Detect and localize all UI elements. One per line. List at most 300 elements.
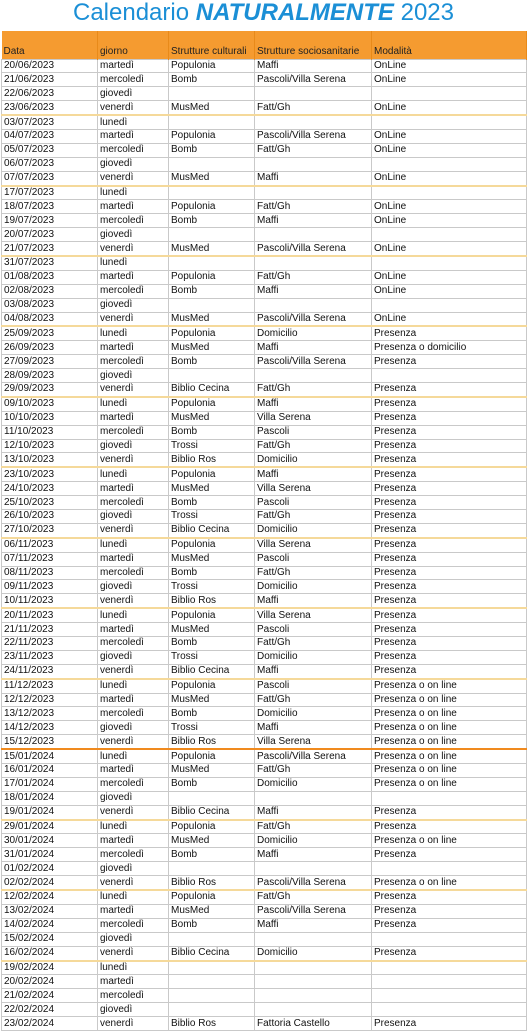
cell-culturale: Bomb <box>169 214 255 228</box>
table-row <box>2 862 527 876</box>
cell-day: venerdì <box>98 453 169 467</box>
table-row <box>2 848 527 862</box>
cell-modalita: Presenza <box>372 890 527 904</box>
cell-culturale: MusMed <box>169 623 255 637</box>
cell-date: 19/07/2023 <box>2 214 98 228</box>
cell-sociosanitaria <box>255 369 372 383</box>
cell-date: 21/07/2023 <box>2 242 98 256</box>
cell-sociosanitaria: Pascoli/Villa Serena <box>255 129 372 143</box>
cell-day: mercoledì <box>98 637 169 651</box>
cell-date: 07/07/2023 <box>2 171 98 185</box>
table-row <box>2 623 527 637</box>
cell-sociosanitaria: Pascoli <box>255 552 372 566</box>
cell-day: martedì <box>98 270 169 284</box>
cell-modalita: Presenza <box>372 594 527 608</box>
cell-culturale: Trossi <box>169 580 255 594</box>
cell-day: venerdì <box>98 594 169 608</box>
cell-date: 03/07/2023 <box>2 115 98 129</box>
cell-day: venerdì <box>98 101 169 115</box>
header-strutture-sociosanitarie: Strutture sociosanitarie <box>255 31 372 59</box>
table-row <box>2 707 527 721</box>
cell-day: lunedì <box>98 820 169 834</box>
cell-day: giovedì <box>98 932 169 946</box>
cell-modalita: Presenza <box>372 637 527 651</box>
table-row <box>2 312 527 326</box>
cell-modalita: Presenza o domicilio <box>372 341 527 355</box>
cell-date: 25/09/2023 <box>2 326 98 340</box>
cell-date: 16/01/2024 <box>2 764 98 778</box>
table-row <box>2 918 527 932</box>
cell-modalita <box>372 975 527 989</box>
cell-culturale: Biblio Cecina <box>169 382 255 396</box>
cell-date: 22/06/2023 <box>2 87 98 101</box>
cell-culturale: MusMed <box>169 552 255 566</box>
table-row <box>2 157 527 171</box>
cell-sociosanitaria: Domicilio <box>255 580 372 594</box>
cell-modalita: Presenza o on line <box>372 764 527 778</box>
cell-day: martedì <box>98 904 169 918</box>
table-row <box>2 467 527 481</box>
cell-day: giovedì <box>98 510 169 524</box>
cell-day: mercoledì <box>98 425 169 439</box>
header-row <box>2 31 527 59</box>
cell-date: 18/01/2024 <box>2 791 98 805</box>
cell-sociosanitaria: Fatt/Gh <box>255 382 372 396</box>
table-row <box>2 101 527 115</box>
table-row <box>2 693 527 707</box>
cell-day: martedì <box>98 764 169 778</box>
cell-culturale: Populonia <box>169 538 255 552</box>
cell-culturale <box>169 256 255 270</box>
table-row <box>2 594 527 608</box>
cell-sociosanitaria <box>255 298 372 312</box>
cell-culturale <box>169 115 255 129</box>
cell-sociosanitaria <box>255 1003 372 1017</box>
cell-day: giovedì <box>98 157 169 171</box>
cell-modalita: Presenza o on line <box>372 721 527 735</box>
cell-date: 24/11/2023 <box>2 664 98 678</box>
cell-sociosanitaria: Domicilio <box>255 834 372 848</box>
cell-sociosanitaria: Maffi <box>255 805 372 819</box>
cell-culturale: MusMed <box>169 341 255 355</box>
cell-culturale: Populonia <box>169 397 255 411</box>
cell-day: venerdì <box>98 664 169 678</box>
cell-culturale: MusMed <box>169 482 255 496</box>
table-row <box>2 59 527 73</box>
cell-culturale: Populonia <box>169 890 255 904</box>
cell-modalita: Presenza <box>372 918 527 932</box>
cell-sociosanitaria: Pascoli/Villa Serena <box>255 242 372 256</box>
cell-modalita: Presenza <box>372 510 527 524</box>
cell-day: lunedì <box>98 467 169 481</box>
cell-sociosanitaria: Pascoli <box>255 679 372 693</box>
cell-date: 22/02/2024 <box>2 1003 98 1017</box>
cell-modalita: OnLine <box>372 312 527 326</box>
cell-day: lunedì <box>98 186 169 200</box>
table-row <box>2 439 527 453</box>
cell-date: 10/10/2023 <box>2 411 98 425</box>
cell-culturale: Bomb <box>169 284 255 298</box>
cell-culturale: MusMed <box>169 171 255 185</box>
cell-sociosanitaria <box>255 186 372 200</box>
cell-modalita <box>372 791 527 805</box>
cell-sociosanitaria: Pascoli/Villa Serena <box>255 73 372 87</box>
cell-date: 22/11/2023 <box>2 637 98 651</box>
header-strutture-culturali: Strutture culturali <box>169 31 255 59</box>
cell-modalita: Presenza <box>372 482 527 496</box>
cell-day: martedì <box>98 834 169 848</box>
cell-culturale: Populonia <box>169 820 255 834</box>
table-row <box>2 637 527 651</box>
cell-date: 21/11/2023 <box>2 623 98 637</box>
cell-day: venerdì <box>98 523 169 537</box>
cell-date: 27/09/2023 <box>2 355 98 369</box>
cell-modalita: Presenza o on line <box>372 693 527 707</box>
cell-day: giovedì <box>98 580 169 594</box>
page-title <box>0 0 527 30</box>
cell-sociosanitaria <box>255 961 372 975</box>
cell-modalita: OnLine <box>372 200 527 214</box>
cell-date: 01/02/2024 <box>2 862 98 876</box>
cell-day: venerdì <box>98 242 169 256</box>
cell-culturale: Biblio Ros <box>169 453 255 467</box>
cell-day: mercoledì <box>98 848 169 862</box>
cell-sociosanitaria: Fatt/Gh <box>255 566 372 580</box>
cell-sociosanitaria: Fatt/Gh <box>255 637 372 651</box>
cell-modalita: Presenza <box>372 552 527 566</box>
cell-sociosanitaria: Villa Serena <box>255 735 372 749</box>
cell-culturale: Bomb <box>169 355 255 369</box>
cell-sociosanitaria: Maffi <box>255 848 372 862</box>
cell-date: 16/02/2024 <box>2 946 98 960</box>
table-row <box>2 397 527 411</box>
cell-modalita: OnLine <box>372 242 527 256</box>
cell-sociosanitaria: Maffi <box>255 918 372 932</box>
cell-day: venerdì <box>98 171 169 185</box>
cell-culturale: Populonia <box>169 270 255 284</box>
cell-modalita: OnLine <box>372 129 527 143</box>
cell-culturale: Bomb <box>169 918 255 932</box>
cell-date: 06/11/2023 <box>2 538 98 552</box>
cell-date: 26/09/2023 <box>2 341 98 355</box>
cell-sociosanitaria: Fatt/Gh <box>255 820 372 834</box>
cell-modalita <box>372 862 527 876</box>
cell-culturale <box>169 157 255 171</box>
cell-date: 24/10/2023 <box>2 482 98 496</box>
cell-culturale: Populonia <box>169 326 255 340</box>
table-row <box>2 496 527 510</box>
cell-day: mercoledì <box>98 355 169 369</box>
cell-sociosanitaria: Domicilio <box>255 523 372 537</box>
cell-day: mercoledì <box>98 566 169 580</box>
table-row <box>2 566 527 580</box>
title-bold: NATURALMENTE <box>195 0 394 26</box>
table-row <box>2 904 527 918</box>
cell-date: 23/10/2023 <box>2 467 98 481</box>
cell-day: mercoledì <box>98 73 169 87</box>
cell-modalita: Presenza <box>372 650 527 664</box>
cell-modalita: Presenza <box>372 1017 527 1031</box>
cell-culturale: Biblio Ros <box>169 1017 255 1031</box>
cell-culturale: Bomb <box>169 777 255 791</box>
cell-sociosanitaria <box>255 228 372 242</box>
cell-day: lunedì <box>98 326 169 340</box>
table-row <box>2 721 527 735</box>
cell-modalita: OnLine <box>372 143 527 157</box>
cell-culturale <box>169 989 255 1003</box>
cell-day: lunedì <box>98 538 169 552</box>
cell-date: 23/02/2024 <box>2 1017 98 1031</box>
cell-culturale: Biblio Cecina <box>169 664 255 678</box>
cell-date: 18/07/2023 <box>2 200 98 214</box>
cell-culturale <box>169 961 255 975</box>
cell-culturale: MusMed <box>169 312 255 326</box>
cell-modalita: Presenza o on line <box>372 679 527 693</box>
cell-day: venerdì <box>98 946 169 960</box>
cell-sociosanitaria: Fatt/Gh <box>255 764 372 778</box>
cell-modalita: Presenza <box>372 608 527 622</box>
table-row <box>2 1003 527 1017</box>
cell-culturale <box>169 932 255 946</box>
cell-date: 30/01/2024 <box>2 834 98 848</box>
cell-sociosanitaria: Pascoli/Villa Serena <box>255 749 372 763</box>
cell-culturale: Biblio Ros <box>169 735 255 749</box>
cell-date: 09/11/2023 <box>2 580 98 594</box>
cell-culturale <box>169 791 255 805</box>
cell-modalita: Presenza <box>372 382 527 396</box>
table-row <box>2 256 527 270</box>
cell-culturale: Bomb <box>169 143 255 157</box>
cell-culturale: Populonia <box>169 59 255 73</box>
cell-modalita: OnLine <box>372 171 527 185</box>
cell-date: 20/02/2024 <box>2 975 98 989</box>
cell-culturale <box>169 228 255 242</box>
cell-date: 09/10/2023 <box>2 397 98 411</box>
table-row <box>2 482 527 496</box>
cell-modalita: Presenza <box>372 326 527 340</box>
cell-modalita: Presenza o on line <box>372 735 527 749</box>
table-row <box>2 580 527 594</box>
cell-date: 06/07/2023 <box>2 157 98 171</box>
table-row <box>2 228 527 242</box>
cell-sociosanitaria: Villa Serena <box>255 608 372 622</box>
table-row <box>2 805 527 819</box>
cell-modalita <box>372 228 527 242</box>
cell-modalita: Presenza <box>372 664 527 678</box>
cell-culturale: Biblio Cecina <box>169 946 255 960</box>
cell-modalita <box>372 87 527 101</box>
cell-sociosanitaria: Fatt/Gh <box>255 200 372 214</box>
cell-date: 17/01/2024 <box>2 777 98 791</box>
cell-day: mercoledì <box>98 707 169 721</box>
cell-date: 03/08/2023 <box>2 298 98 312</box>
cell-culturale: Trossi <box>169 439 255 453</box>
cell-date: 25/10/2023 <box>2 496 98 510</box>
cell-day: giovedì <box>98 1003 169 1017</box>
cell-sociosanitaria: Fattoria Castello <box>255 1017 372 1031</box>
cell-date: 02/02/2024 <box>2 876 98 890</box>
table-row <box>2 523 527 537</box>
cell-day: giovedì <box>98 791 169 805</box>
cell-day: lunedì <box>98 256 169 270</box>
cell-modalita: Presenza <box>372 904 527 918</box>
cell-modalita: OnLine <box>372 284 527 298</box>
cell-date: 02/08/2023 <box>2 284 98 298</box>
table-row <box>2 764 527 778</box>
cell-day: venerdì <box>98 735 169 749</box>
cell-culturale: Populonia <box>169 129 255 143</box>
cell-culturale: MusMed <box>169 764 255 778</box>
cell-modalita: Presenza <box>372 523 527 537</box>
cell-culturale: Populonia <box>169 200 255 214</box>
cell-day: venerdì <box>98 876 169 890</box>
table-body <box>2 59 527 1030</box>
cell-culturale: Trossi <box>169 650 255 664</box>
table-row <box>2 129 527 143</box>
cell-sociosanitaria <box>255 87 372 101</box>
cell-sociosanitaria <box>255 975 372 989</box>
table-row <box>2 989 527 1003</box>
cell-date: 19/02/2024 <box>2 961 98 975</box>
cell-date: 13/10/2023 <box>2 453 98 467</box>
cell-date: 20/07/2023 <box>2 228 98 242</box>
cell-day: lunedì <box>98 679 169 693</box>
table-row <box>2 453 527 467</box>
cell-date: 10/11/2023 <box>2 594 98 608</box>
title-prefix: Calendario <box>72 0 196 26</box>
cell-sociosanitaria <box>255 791 372 805</box>
cell-sociosanitaria: Villa Serena <box>255 482 372 496</box>
cell-culturale: MusMed <box>169 834 255 848</box>
cell-day: martedì <box>98 59 169 73</box>
cell-day: mercoledì <box>98 918 169 932</box>
cell-sociosanitaria: Fatt/Gh <box>255 693 372 707</box>
cell-modalita: Presenza <box>372 453 527 467</box>
cell-sociosanitaria: Fatt/Gh <box>255 439 372 453</box>
table-row <box>2 552 527 566</box>
cell-sociosanitaria <box>255 157 372 171</box>
table-row <box>2 932 527 946</box>
table-row <box>2 791 527 805</box>
cell-sociosanitaria <box>255 932 372 946</box>
cell-day: lunedì <box>98 115 169 129</box>
cell-culturale <box>169 298 255 312</box>
cell-date: 07/11/2023 <box>2 552 98 566</box>
cell-modalita: OnLine <box>372 73 527 87</box>
table-row <box>2 735 527 749</box>
header-data: Data <box>2 31 98 59</box>
table-row <box>2 326 527 340</box>
cell-culturale: Bomb <box>169 73 255 87</box>
cell-day: martedì <box>98 129 169 143</box>
cell-sociosanitaria: Maffi <box>255 59 372 73</box>
cell-day: venerdì <box>98 805 169 819</box>
cell-modalita: Presenza o on line <box>372 834 527 848</box>
header-modalita: Modalità <box>372 31 527 59</box>
cell-modalita: Presenza o on line <box>372 777 527 791</box>
cell-day: martedì <box>98 341 169 355</box>
cell-date: 08/11/2023 <box>2 566 98 580</box>
cell-culturale <box>169 369 255 383</box>
cell-sociosanitaria: Maffi <box>255 721 372 735</box>
cell-sociosanitaria: Fatt/Gh <box>255 101 372 115</box>
cell-modalita: OnLine <box>372 270 527 284</box>
cell-day: giovedì <box>98 862 169 876</box>
table-row <box>2 946 527 960</box>
cell-date: 04/08/2023 <box>2 312 98 326</box>
cell-sociosanitaria: Maffi <box>255 214 372 228</box>
cell-modalita: Presenza <box>372 425 527 439</box>
table-row <box>2 411 527 425</box>
cell-day: martedì <box>98 200 169 214</box>
cell-modalita: Presenza <box>372 355 527 369</box>
table-row <box>2 298 527 312</box>
cell-modalita <box>372 932 527 946</box>
cell-day: martedì <box>98 975 169 989</box>
cell-sociosanitaria: Pascoli/Villa Serena <box>255 312 372 326</box>
table-row <box>2 975 527 989</box>
cell-date: 28/09/2023 <box>2 369 98 383</box>
cell-date: 31/07/2023 <box>2 256 98 270</box>
cell-day: venerdì <box>98 312 169 326</box>
cell-date: 29/09/2023 <box>2 382 98 396</box>
cell-culturale <box>169 975 255 989</box>
table-row <box>2 369 527 383</box>
cell-sociosanitaria: Pascoli <box>255 496 372 510</box>
table-row <box>2 510 527 524</box>
table-row <box>2 73 527 87</box>
cell-modalita: Presenza <box>372 467 527 481</box>
cell-culturale: Populonia <box>169 608 255 622</box>
cell-modalita: Presenza <box>372 848 527 862</box>
cell-day: venerdì <box>98 1017 169 1031</box>
cell-date: 23/11/2023 <box>2 650 98 664</box>
cell-sociosanitaria: Maffi <box>255 171 372 185</box>
table-row <box>2 679 527 693</box>
table-row <box>2 777 527 791</box>
cell-date: 14/12/2023 <box>2 721 98 735</box>
cell-modalita <box>372 256 527 270</box>
cell-sociosanitaria: Villa Serena <box>255 538 372 552</box>
cell-modalita <box>372 989 527 1003</box>
cell-day: mercoledì <box>98 284 169 298</box>
cell-culturale: Biblio Cecina <box>169 523 255 537</box>
cell-day: giovedì <box>98 298 169 312</box>
cell-sociosanitaria: Pascoli/Villa Serena <box>255 355 372 369</box>
cell-sociosanitaria: Fatt/Gh <box>255 270 372 284</box>
table-row <box>2 143 527 157</box>
cell-culturale: Bomb <box>169 637 255 651</box>
cell-date: 20/06/2023 <box>2 59 98 73</box>
cell-sociosanitaria: Domicilio <box>255 650 372 664</box>
cell-modalita: Presenza <box>372 439 527 453</box>
cell-day: giovedì <box>98 369 169 383</box>
cell-day: giovedì <box>98 228 169 242</box>
cell-sociosanitaria: Pascoli <box>255 425 372 439</box>
cell-sociosanitaria: Villa Serena <box>255 411 372 425</box>
table-row <box>2 890 527 904</box>
cell-day: mercoledì <box>98 214 169 228</box>
cell-modalita <box>372 186 527 200</box>
cell-modalita: Presenza <box>372 623 527 637</box>
cell-date: 11/12/2023 <box>2 679 98 693</box>
cell-sociosanitaria: Pascoli <box>255 623 372 637</box>
cell-date: 29/01/2024 <box>2 820 98 834</box>
cell-day: lunedì <box>98 608 169 622</box>
cell-day: giovedì <box>98 87 169 101</box>
table-row <box>2 425 527 439</box>
cell-culturale: Bomb <box>169 848 255 862</box>
